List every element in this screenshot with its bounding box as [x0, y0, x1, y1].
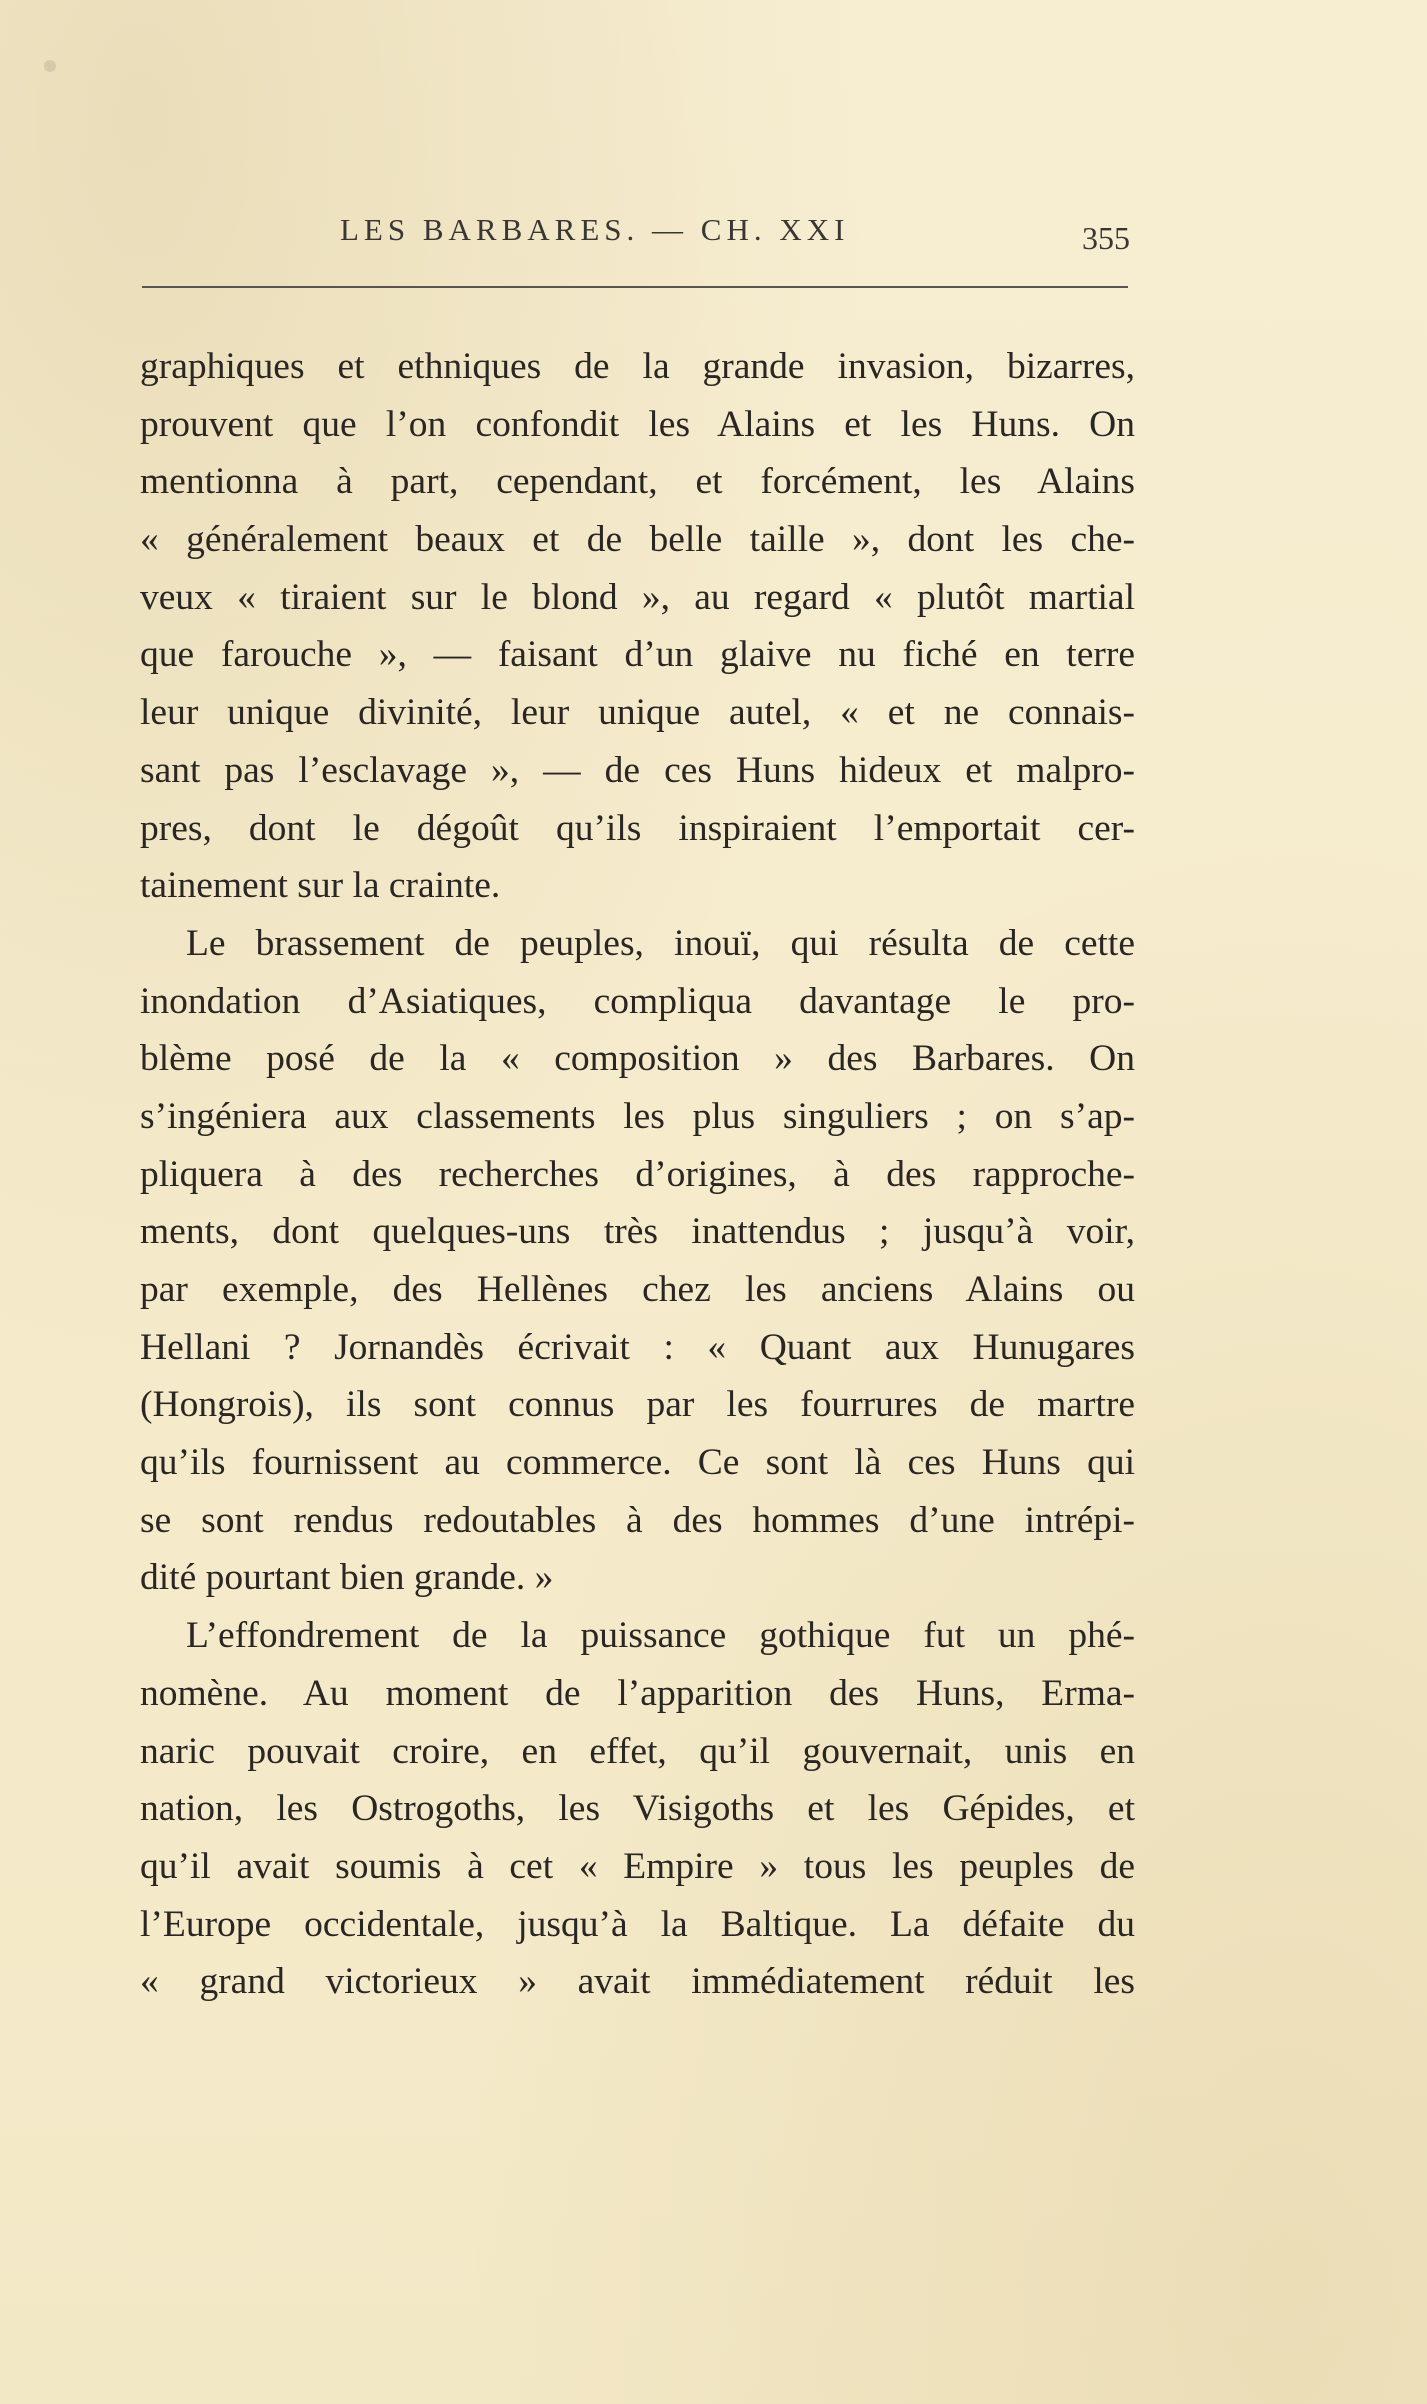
page-number: 355: [1082, 220, 1130, 256]
text-line: pres, dont le dégoût qu’ils inspiraient l’emportait cer-: [140, 807, 1135, 849]
text-line: s’ingéniera aux classements les plus singuliers ; on s’ap-: [140, 1095, 1135, 1137]
body-text: [140, 338, 1135, 2011]
text-line: qu’il avait soumis à cet « Empire » tous les peuples de: [140, 1845, 1135, 1887]
text-line: « grand victorieux » avait immédiatement réduit les: [140, 1961, 1135, 2003]
text-line: par exemple, des Hellènes chez les anciens Alains ou: [140, 1269, 1135, 1310]
text-line: « généralement beaux et de belle taille », dont les che-: [140, 519, 1135, 561]
text-line: tainement sur la crainte.: [140, 865, 501, 907]
text-line: inondation d’Asiatiques, compliqua davantage le pro-: [140, 980, 1135, 1022]
text-line: prouvent que l’on confondit les Alains et les Huns. On: [140, 403, 1135, 445]
text-line: veux « tiraient sur le blond », au regard « plutôt martial: [140, 576, 1135, 618]
text-line: sant pas l’esclavage », — de ces Huns hideux et malpro-: [140, 749, 1135, 791]
running-title: LES BARBARES. — CH. XXI: [340, 212, 850, 247]
text-line: ments, dont quelques-uns très inattendus ; jusqu’à voir,: [140, 1211, 1135, 1253]
text-line: se sont rendus redoutables à des hommes d’une intrépi-: [140, 1499, 1135, 1541]
text-line: l’Europe occidentale, jusqu’à la Baltique. La défaite du: [140, 1903, 1135, 1945]
header-rule: [142, 286, 1128, 288]
text-line: naric pouvait croire, en effet, qu’il gouvernait, unis en: [140, 1730, 1135, 1772]
text-line: Hellani ? Jornandès écrivait : « Quant aux Hunugares: [140, 1326, 1135, 1368]
text-line: L’effondrement de la puissance gothique fut un phé-: [186, 1615, 1135, 1657]
text-line: blème posé de la « composition » des Barbares. On: [140, 1038, 1135, 1080]
running-head: [140, 212, 1130, 268]
text-line: dité pourtant bien grande. »: [140, 1557, 554, 1599]
text-line: nation, les Ostrogoths, les Visigoths et les Gépides, et: [140, 1788, 1135, 1830]
text-line: (Hongrois), ils sont connus par les fourrures de martre: [140, 1384, 1135, 1426]
text-line: pliquera à des recherches d’origines, à des rapproche-: [140, 1153, 1135, 1195]
text-line: graphiques et ethniques de la grande invasion, bizarres,: [140, 346, 1135, 387]
text-line: Le brassement de peuples, inouï, qui résulta de cette: [186, 922, 1135, 964]
text-line: que farouche », — faisant d’un glaive nu fiché en terre: [140, 634, 1135, 676]
paper-spot: [44, 60, 56, 72]
text-line: mentionna à part, cependant, et forcément, les Alains: [140, 461, 1135, 503]
text-line: nomène. Au moment de l’apparition des Huns, Erma-: [140, 1672, 1135, 1714]
text-line: leur unique divinité, leur unique autel, « et ne connais-: [140, 692, 1135, 734]
text-line: qu’ils fournissent au commerce. Ce sont là ces Huns qui: [140, 1442, 1135, 1484]
